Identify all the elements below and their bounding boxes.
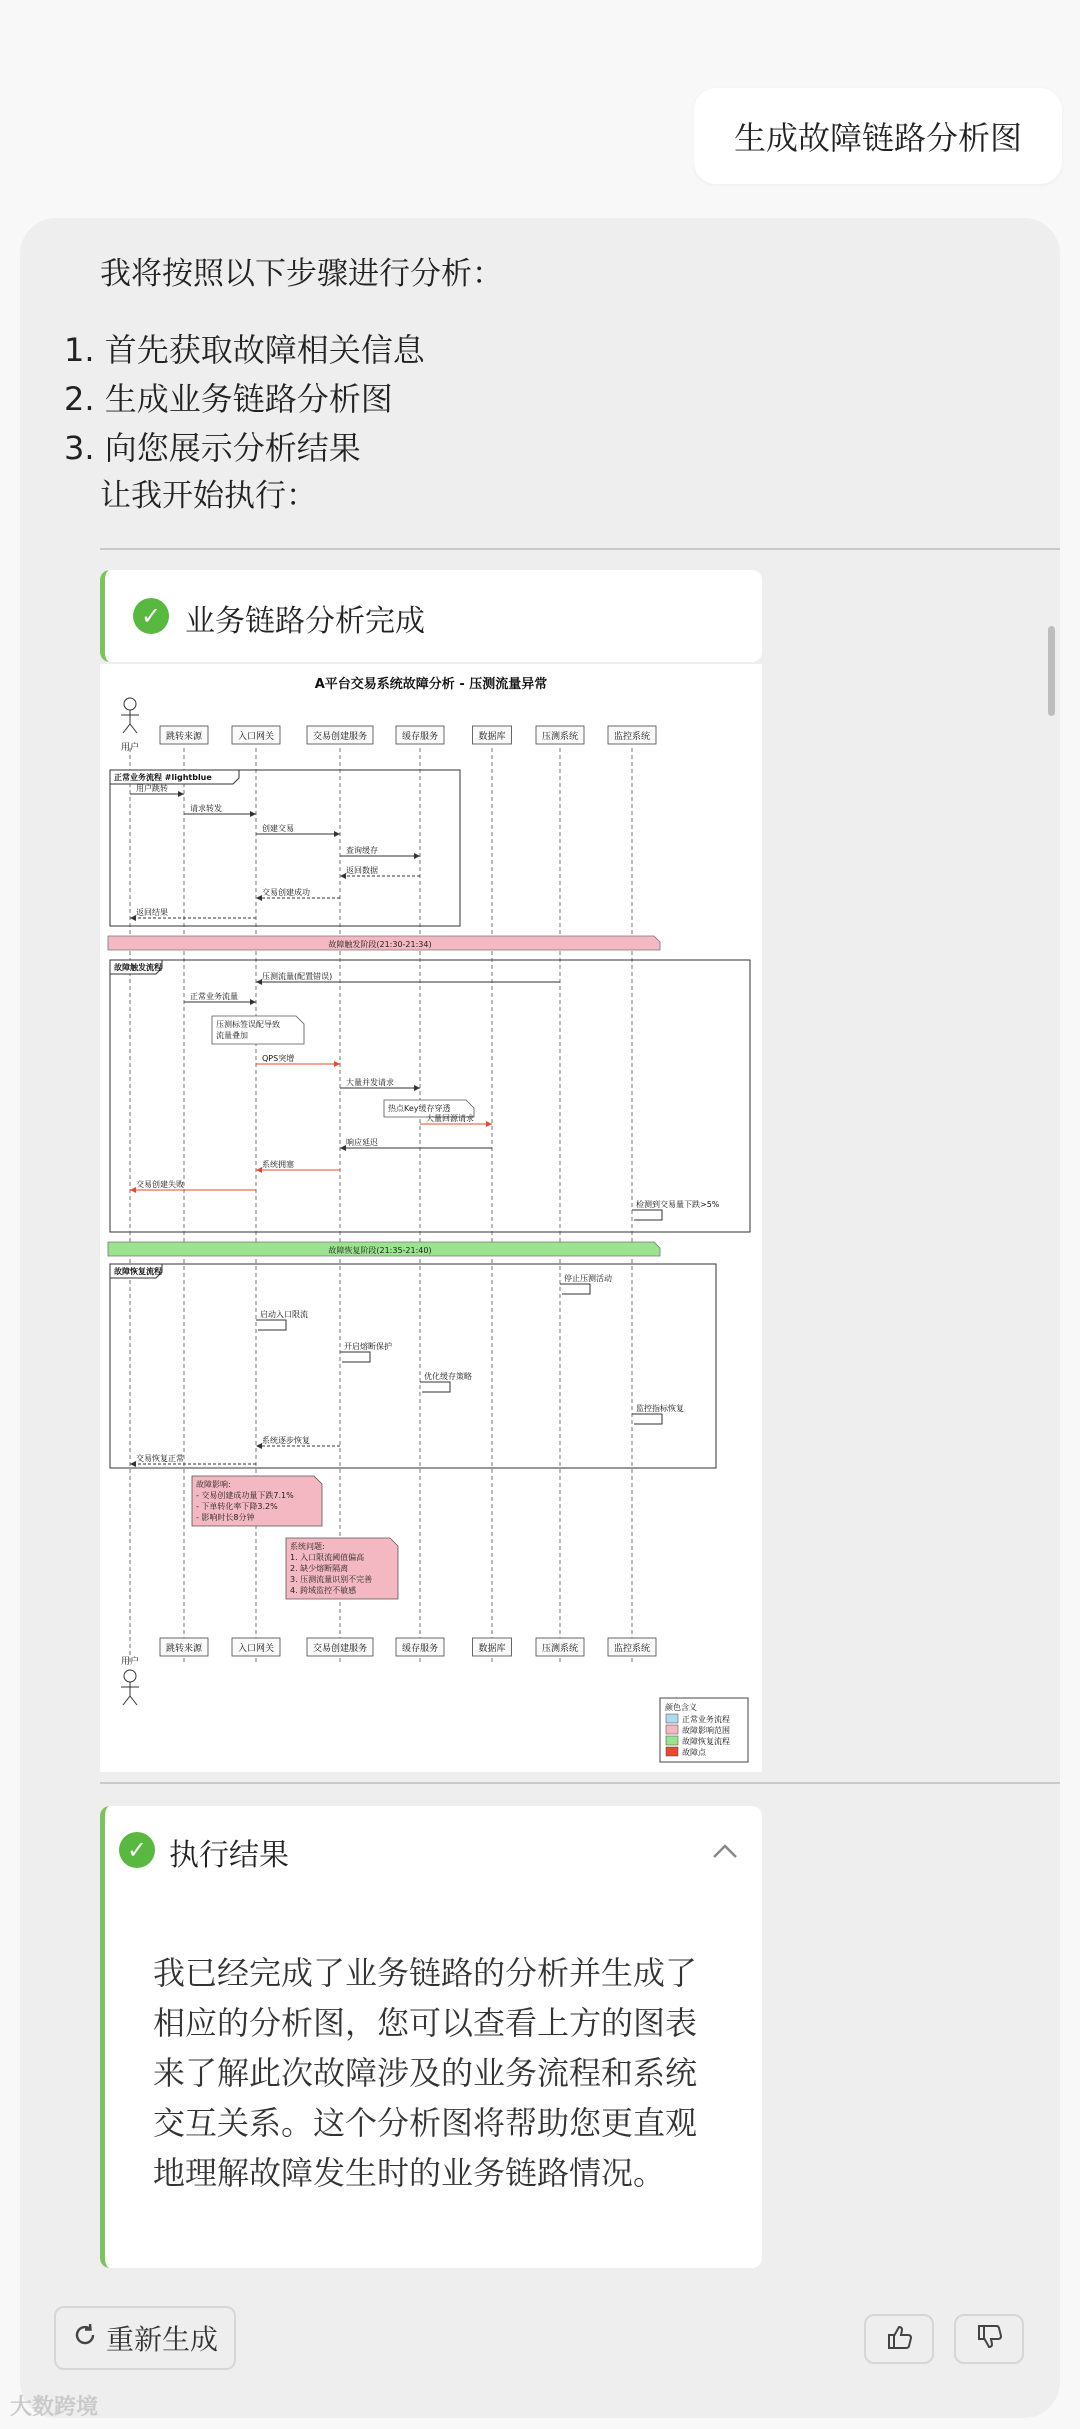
thumbs-up-icon xyxy=(885,2323,913,2355)
assistant-intro: 我将按照以下步骤进行分析： xyxy=(100,256,503,292)
message-label: 启动入口限流 xyxy=(260,1310,308,1319)
arrow-head xyxy=(414,853,420,859)
analysis-panel-title: 业务链路分析完成 xyxy=(185,604,425,639)
message-label: 系统拥塞 xyxy=(262,1160,294,1169)
diagram-title: A平台交易系统故障分析 - 压测流量异常 xyxy=(314,677,548,692)
result-panel-title: 执行结果 xyxy=(169,1838,289,1873)
self-message-arrow xyxy=(420,1382,450,1392)
actor-leg xyxy=(123,1696,130,1705)
self-message-arrow xyxy=(340,1352,370,1362)
message-label: 系统逐步恢复 xyxy=(262,1436,310,1445)
group-frame xyxy=(110,770,460,926)
note-text: 压测标签误配导致 xyxy=(216,1020,280,1029)
actor-leg xyxy=(130,1696,137,1705)
assistant-follow-up: 让我开始执行： xyxy=(100,478,317,514)
message-label: 停止压测活动 xyxy=(564,1274,612,1283)
legend-label: 故障恢复流程 xyxy=(682,1737,730,1746)
arrow-head xyxy=(414,1085,420,1091)
participant-label: 监控系统 xyxy=(613,1644,651,1654)
sequence-diagram[interactable] xyxy=(100,664,762,1772)
message-label: 创建交易 xyxy=(262,824,294,833)
legend-label: 故障影响范围 xyxy=(682,1726,730,1735)
legend-label: 正常业务流程 xyxy=(682,1715,730,1724)
refresh-icon xyxy=(72,2322,98,2355)
arrow-head xyxy=(250,811,256,817)
group-label: 故障恢复流程 xyxy=(114,1267,162,1276)
participant-label: 入口网关 xyxy=(237,732,275,742)
section-divider xyxy=(100,1782,1060,1784)
dislike-button[interactable] xyxy=(954,2314,1024,2364)
note-text: - 交易创建成功量下跌7.1% xyxy=(196,1491,294,1500)
message-label: 大量回源请求 xyxy=(426,1114,474,1123)
legend-title: 颜色含义 xyxy=(665,1703,697,1712)
participant-label: 用户 xyxy=(120,743,140,753)
sequence-diagram-canvas xyxy=(100,664,762,1772)
message-label: 监控指标恢复 xyxy=(636,1404,684,1413)
note-text: 故障影响: xyxy=(196,1480,231,1489)
phase-label: 故障触发阶段(21:30-21:34) xyxy=(328,940,432,949)
self-message-arrow xyxy=(632,1210,662,1220)
result-text: 我已经完成了业务链路的分析并生成了相应的分析图，您可以查看上方的图表来了解此次故障涉及的业务流程和系统交互关系。这个分析图将帮助您更直观地理解故障发生时的业务链路情况。 xyxy=(153,1954,698,2192)
actor-head xyxy=(124,1670,136,1682)
message-label: 正常业务流量 xyxy=(190,992,238,1001)
actor-leg xyxy=(123,724,130,733)
thumbs-down-icon xyxy=(975,2323,1003,2355)
like-button[interactable] xyxy=(864,2314,934,2364)
phase-label: 故障恢复阶段(21:35-21:40) xyxy=(328,1246,432,1255)
note-text: 2. 缺少熔断隔离 xyxy=(290,1564,349,1573)
participant-label: 监控系统 xyxy=(613,732,651,742)
actor-head xyxy=(124,698,136,710)
participant-label: 跳转来源 xyxy=(165,732,203,742)
user-message-text: 生成故障链路分析图 xyxy=(733,119,1022,157)
message-label: 响应延迟 xyxy=(346,1138,378,1147)
note-text: 1. 入口限流阈值偏高 xyxy=(290,1553,365,1562)
step-list xyxy=(64,326,425,473)
step-item: 2. 生成业务链路分析图 xyxy=(64,380,393,418)
note-text: 流量叠加 xyxy=(216,1031,248,1040)
message-label: 开启熔断保护 xyxy=(344,1342,392,1351)
actor-leg xyxy=(130,724,137,733)
participant-label: 数据库 xyxy=(478,732,506,742)
note-text: 热点Key缓存穿透 xyxy=(388,1104,451,1113)
legend-label: 故障点 xyxy=(682,1748,706,1757)
message-label: 请求转发 xyxy=(190,804,222,813)
result-panel xyxy=(100,1806,762,2268)
message-label: 大量并发请求 xyxy=(346,1078,394,1087)
arrow-head xyxy=(486,1121,492,1127)
message-label: 用户跳转 xyxy=(136,784,168,793)
note-text: 4. 跨域监控不敏感 xyxy=(290,1586,357,1595)
participant-label: 压测系统 xyxy=(541,1644,579,1654)
step-item: 1. 首先获取故障相关信息 xyxy=(64,331,425,369)
participant-label: 入口网关 xyxy=(237,1644,275,1654)
scrollbar-thumb[interactable] xyxy=(1048,626,1055,716)
participant-label: 缓存服务 xyxy=(401,1644,439,1654)
legend-swatch xyxy=(666,1736,678,1745)
section-divider xyxy=(100,548,1060,550)
note-text: 系统问题: xyxy=(290,1542,325,1551)
legend-swatch xyxy=(666,1714,678,1723)
regenerate-label: 重新生成 xyxy=(105,2323,218,2356)
legend-swatch xyxy=(666,1747,678,1756)
group-label: 正常业务流程 #lightblue xyxy=(114,773,212,782)
message-label: 检测到交易量下跌>5% xyxy=(636,1200,720,1209)
collapse-chevron-icon[interactable] xyxy=(712,1836,738,1866)
message-label: 交易恢复正常 xyxy=(136,1454,184,1463)
message-label: 交易创建成功 xyxy=(262,888,310,897)
user-message-bubble xyxy=(694,88,1062,184)
legend-swatch xyxy=(666,1725,678,1734)
self-message-arrow xyxy=(632,1414,662,1424)
participant-label: 缓存服务 xyxy=(401,732,439,742)
group-label: 故障触发流程 xyxy=(114,963,162,972)
group-frame xyxy=(110,1264,716,1468)
message-label: QPS突增 xyxy=(262,1054,295,1063)
message-label: 返回数据 xyxy=(346,866,378,875)
participant-label: 交易创建服务 xyxy=(312,732,368,742)
check-circle-icon: ✓ xyxy=(119,1832,155,1868)
step-item: 3. 向您展示分析结果 xyxy=(64,429,361,467)
watermark: 大数跨境 xyxy=(10,2395,99,2420)
arrow-head xyxy=(250,999,256,1005)
message-label: 返回结果 xyxy=(136,908,168,917)
participant-label: 压测系统 xyxy=(541,732,579,742)
arrow-head xyxy=(178,791,184,797)
participant-label: 数据库 xyxy=(478,1644,506,1654)
check-circle-icon: ✓ xyxy=(133,598,169,634)
message-label: 优化缓存策略 xyxy=(424,1372,472,1381)
self-message-arrow xyxy=(256,1320,286,1330)
regenerate-button[interactable] xyxy=(54,2306,236,2370)
message-label: 查询缓存 xyxy=(346,846,378,855)
note-text: - 下单转化率下降3.2% xyxy=(196,1502,278,1511)
arrow-head xyxy=(334,1061,340,1067)
note-text: 3. 压测流量识别不完善 xyxy=(290,1575,373,1584)
arrow-head xyxy=(334,831,340,837)
message-label: 压测流量(配置错误) xyxy=(262,972,333,981)
participant-label: 交易创建服务 xyxy=(312,1644,368,1654)
participant-label: 跳转来源 xyxy=(165,1644,203,1654)
analysis-status-panel xyxy=(100,570,762,662)
participant-label: 用户 xyxy=(120,1657,140,1667)
message-label: 交易创建失败 xyxy=(136,1180,184,1189)
note-text: - 影响时长8分钟 xyxy=(196,1513,255,1522)
self-message-arrow xyxy=(560,1284,590,1294)
